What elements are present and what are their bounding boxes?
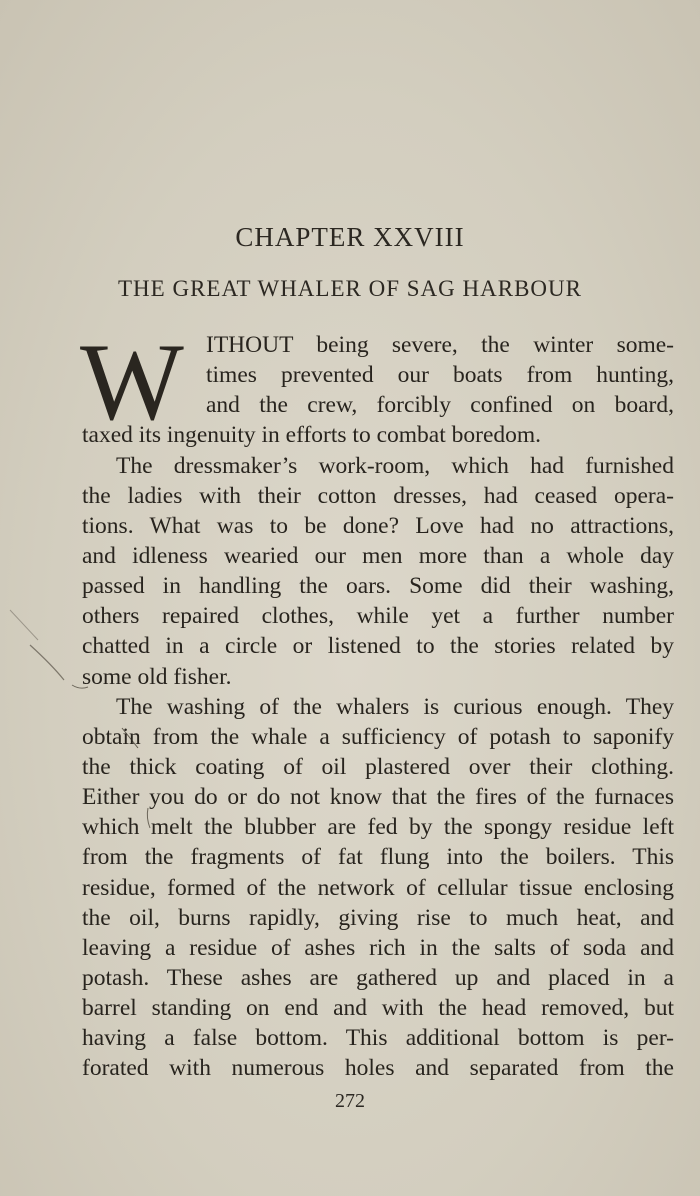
chapter-title: THE GREAT WHALER OF SAG HARBOUR bbox=[118, 276, 582, 301]
text-line: leaving a residue of ashes rich in the salts of soda and bbox=[82, 934, 674, 961]
text-line: from the fragments of fat flung into the boilers. This bbox=[82, 844, 674, 871]
page-number: 272 bbox=[335, 1090, 365, 1112]
text-line: Either you do or do not know that the fires of the furnaces bbox=[82, 784, 674, 811]
text-line: the oil, burns rapidly, giving rise to much heat, and bbox=[82, 904, 674, 931]
text-line: times prevented our boats from hunting, bbox=[206, 362, 674, 389]
body-text bbox=[80, 321, 674, 1084]
text-line: obtain from the whale a sufficiency of potash to saponify bbox=[82, 723, 674, 750]
text-line: the ladies with their cotton dresses, had ceased opera- bbox=[82, 482, 674, 509]
text-line: tions. What was to be done? Love had no attractions, bbox=[82, 512, 674, 539]
text-line: residue, formed of the network of cellular tissue enclosing bbox=[82, 874, 674, 901]
text-line: potash. These ashes are gathered up and placed in a bbox=[82, 964, 674, 991]
text-line: the thick coating of oil plastered over their clothing. bbox=[82, 753, 674, 780]
chapter-heading: CHAPTER XXVIII bbox=[235, 222, 465, 252]
text-line: some old fisher. bbox=[82, 663, 232, 690]
drop-cap: W bbox=[80, 321, 184, 443]
text-line: and idleness wearied our men more than a whole day bbox=[82, 542, 674, 569]
text-line: having a false bottom. This additional bottom is per- bbox=[82, 1025, 674, 1052]
text-line: which melt the blubber are fed by the spongy residue left bbox=[82, 814, 674, 841]
text-line: and the crew, forcibly confined on board, bbox=[206, 392, 674, 419]
text-line: chatted in a circle or listened to the stories related by bbox=[82, 633, 674, 660]
text-line: forated with numerous holes and separated from the bbox=[82, 1055, 674, 1082]
text-line: taxed its ingenuity in efforts to combat boredom. bbox=[82, 422, 542, 449]
text-line: The washing of the whalers is curious enough. They bbox=[116, 693, 674, 720]
text-line: barrel standing on end and with the head removed, but bbox=[82, 995, 674, 1022]
text-line: ITHOUT being severe, the winter some- bbox=[206, 332, 674, 358]
text-line: The dressmaker’s work-room, which had furnished bbox=[116, 452, 674, 479]
text-line: others repaired clothes, while yet a further number bbox=[82, 603, 674, 630]
text-line: passed in handling the oars. Some did their washing, bbox=[82, 573, 674, 600]
